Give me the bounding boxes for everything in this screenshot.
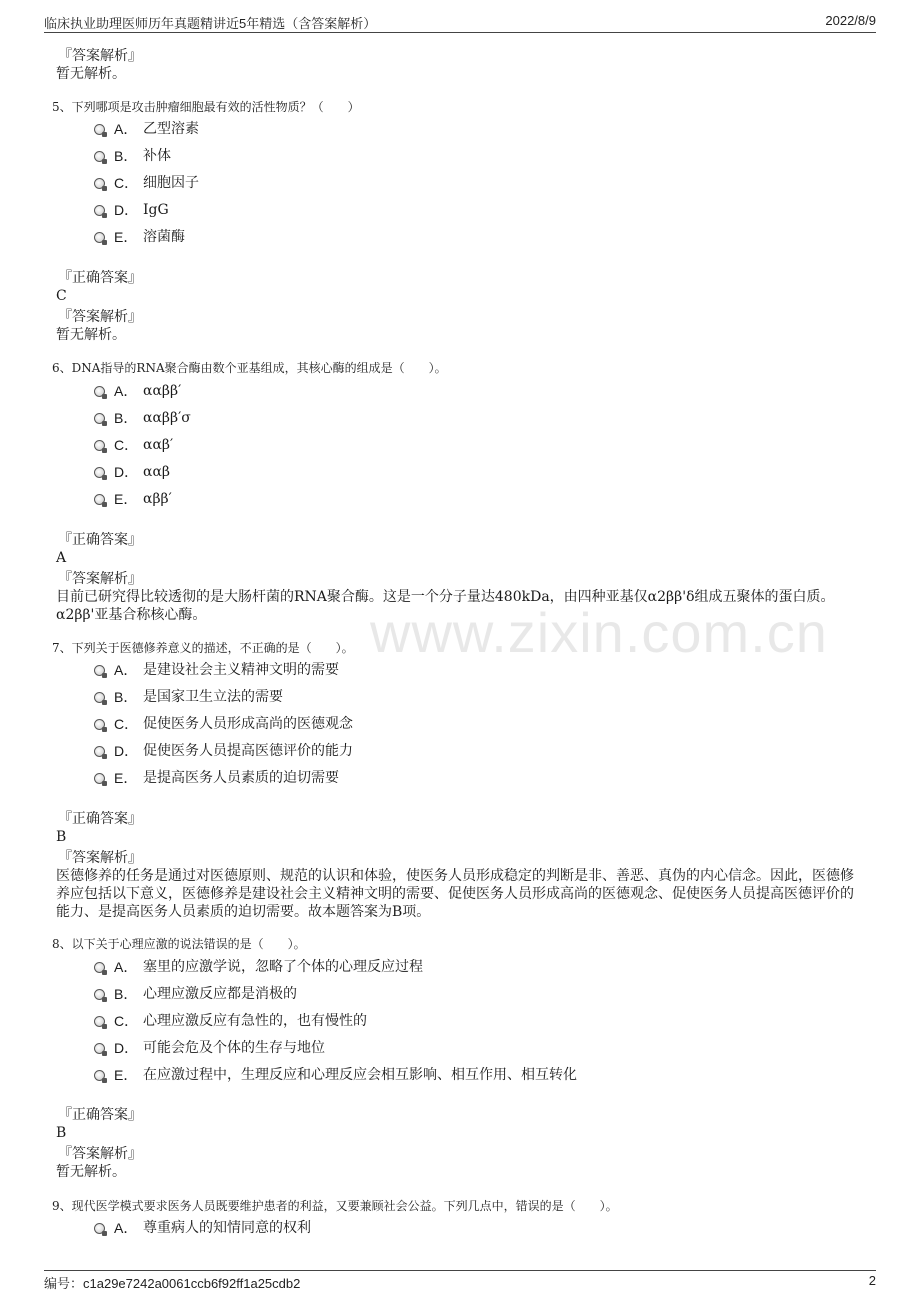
option-key: A． [114,662,138,678]
option-text: 溶菌酶 [143,229,185,245]
analysis-label: 『答案解析』 [58,48,142,64]
radio-icon[interactable] [94,962,105,973]
option-text: 是国家卫生立法的需要 [143,689,283,705]
option-key: D． [114,743,139,759]
question-title: 8、以下关于心理应激的说法错误的是（ ）。 [52,937,306,951]
option-text: 是提高医务人员素质的迫切需要 [143,770,339,786]
option-text: ααβ′ [143,437,174,453]
analysis-label: 『答案解析』 [58,571,142,587]
page-footer [44,1270,876,1295]
option-key: E． [114,491,138,507]
answer-value: A [56,550,67,566]
radio-icon[interactable] [94,665,105,676]
radio-icon[interactable] [94,1223,105,1234]
option-key: E． [114,1067,138,1083]
radio-icon[interactable] [94,746,105,757]
radio-icon[interactable] [94,232,105,243]
analysis-label: 『答案解析』 [58,850,142,866]
answer-label: 『正确答案』 [58,270,142,286]
analysis-text: 暂无解析。 [56,66,126,82]
answer-label: 『正确答案』 [58,1107,142,1123]
radio-icon[interactable] [94,440,105,451]
document-title: 临床执业助理医师历年真题精讲近5年精选（含答案解析） [44,16,377,31]
question-title: 9、现代医学模式要求医务人员既要维护患者的利益，又要兼顾社会公益。下列几点中，错误的是（ ）。 [52,1199,618,1213]
document-serial: 编号：c1a29e7242a0061ccb6f92ff1a25cdb2 [44,1276,301,1291]
radio-icon[interactable] [94,494,105,505]
option-key: B． [114,986,138,1002]
option-key: A． [114,121,138,137]
option-key: B． [114,410,138,426]
option-text: 促使医务人员形成高尚的医德观念 [143,716,353,732]
option-key: E． [114,229,138,245]
option-text: 可能会危及个体的生存与地位 [143,1040,325,1056]
option-text: ααβ [143,464,171,480]
option-key: D． [114,1040,139,1056]
radio-icon[interactable] [94,773,105,784]
page-header [44,10,876,33]
option-text: ααββ′σ [143,410,191,426]
option-text: 塞里的应激学说，忽略了个体的心理反应过程 [143,959,423,975]
option-key: D． [114,464,139,480]
page-number: 2 [868,1273,876,1288]
analysis-text: 暂无解析。 [56,1164,126,1180]
radio-icon[interactable] [94,989,105,1000]
watermark: www.zixin.com.cn [370,601,828,664]
option-key: A． [114,959,138,975]
analysis-text: 目前已研究得比较透彻的是大肠杆菌的RNA聚合酶。这是一个分子量达480kDa，由四种亚基仅α2ββ'δ组成五聚体的蛋白质。α2ββ'亚基合称核心酶。 [56,589,835,623]
option-text: αββ′ [143,491,172,507]
question-title: 5、下列哪项是攻击肿瘤细胞最有效的活性物质？（ ） [52,100,360,114]
option-text: 乙型溶素 [143,121,199,137]
option-key: C． [114,1013,139,1029]
radio-icon[interactable] [94,1043,105,1054]
document-date: 2022/8/9 [825,13,876,28]
radio-icon[interactable] [94,1016,105,1027]
option-text: 补体 [143,148,171,164]
answer-label: 『正确答案』 [58,811,142,827]
option-text: 促使医务人员提高医德评价的能力 [143,743,353,759]
radio-icon[interactable] [94,151,105,162]
analysis-label: 『答案解析』 [58,309,142,325]
radio-icon[interactable] [94,692,105,703]
answer-value: B [56,1125,67,1141]
radio-icon[interactable] [94,467,105,478]
question-title: 6、DNA指导的RNA聚合酶由数个亚基组成，其核心酶的组成是（ ）。 [52,361,447,375]
option-key: D． [114,202,139,218]
option-key: B． [114,148,138,164]
option-text: ααββ′ [143,383,182,399]
radio-icon[interactable] [94,205,105,216]
option-text: 细胞因子 [143,175,199,191]
option-text: 尊重病人的知情同意的权利 [143,1220,311,1236]
option-key: B． [114,689,138,705]
answer-value: B [56,829,67,845]
analysis-label: 『答案解析』 [58,1146,142,1162]
option-text: 在应激过程中，生理反应和心理反应会相互影响、相互作用、相互转化 [143,1067,577,1083]
option-text: 是建设社会主义精神文明的需要 [143,662,339,678]
option-text: 心理应激反应有急性的，也有慢性的 [143,1013,367,1029]
option-key: C． [114,437,139,453]
option-key: C． [114,716,139,732]
option-key: E． [114,770,138,786]
radio-icon[interactable] [94,124,105,135]
radio-icon[interactable] [94,719,105,730]
answer-label: 『正确答案』 [58,532,142,548]
radio-icon[interactable] [94,413,105,424]
answer-value: C [56,288,67,304]
analysis-text: 暂无解析。 [56,327,126,343]
analysis-text: 医德修养的任务是通过对医德原则、规范的认识和体验，使医务人员形成稳定的判断是非、善恶、真伪的内心信念。因此，医德修养应包括以下意义，医德修养是建设社会主义精神文明的需要、促使医务人员形成高尚的医德观念、促使医务人员提高医德评价的能力、是提高医务人员素质的迫切需要。故本题答案为B项。 [56,868,854,920]
option-key: A． [114,1220,138,1236]
option-text: IgG [143,202,169,218]
radio-icon[interactable] [94,386,105,397]
radio-icon[interactable] [94,1070,105,1081]
option-text: 心理应激反应都是消极的 [143,986,297,1002]
option-key: A． [114,383,138,399]
radio-icon[interactable] [94,178,105,189]
option-key: C． [114,175,139,191]
question-title: 7、下列关于医德修养意义的描述，不正确的是（ ）。 [52,641,354,655]
